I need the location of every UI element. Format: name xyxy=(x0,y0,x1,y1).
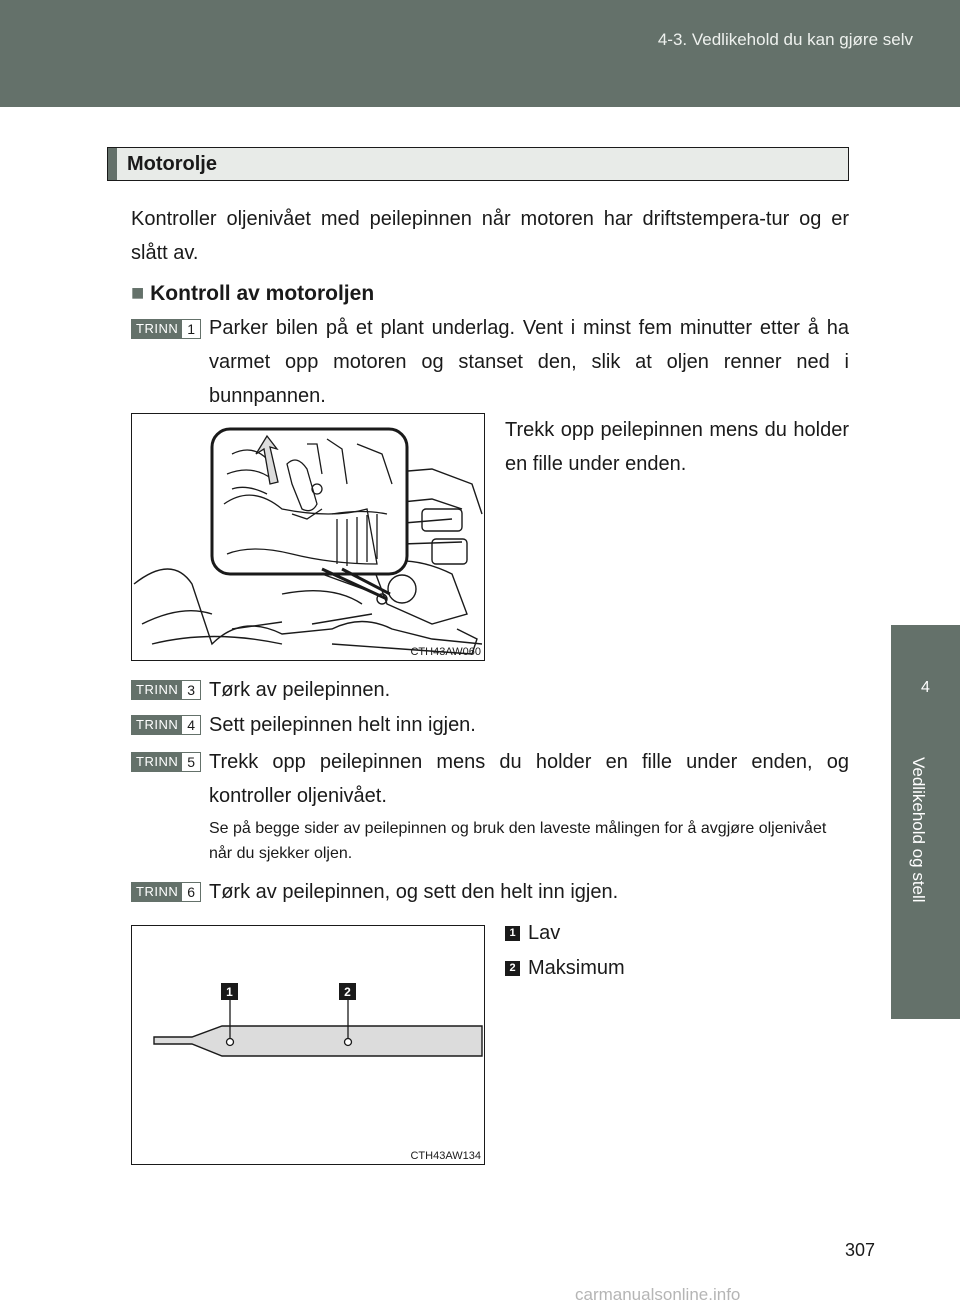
subheading-text: Kontroll av motoroljen xyxy=(150,282,375,305)
step-badge xyxy=(131,752,201,772)
step-number: 3 xyxy=(182,681,200,699)
intro-paragraph: Kontroller oljenivået med peilepinnen når motoren har driftstempera-tur og er slått av. xyxy=(131,208,849,264)
legend-item-low xyxy=(505,922,560,945)
note-text: Se på begge sider av peilepinnen og bruk den laveste målingen for å avgjøre oljenivået når du sjekker oljen. xyxy=(209,820,827,862)
section-accent xyxy=(108,148,117,180)
step-label: TRINN xyxy=(132,681,182,699)
step-label: TRINN xyxy=(132,320,182,338)
step-number: 1 xyxy=(182,320,200,338)
engine-figure xyxy=(131,413,485,661)
page-header xyxy=(0,0,960,107)
step-text: Tørk av peilepinnen. xyxy=(209,679,391,701)
step-text: Tørk av peilepinnen, og sett den helt inn igjen. xyxy=(209,881,619,903)
legend-label: Lav xyxy=(528,922,561,944)
step-text: Trekk opp peilepinnen mens du holder en fille under enden, og kontroller oljenivået. xyxy=(209,751,849,807)
step-number: 4 xyxy=(182,716,200,734)
step-text: Parker bilen på et plant underlag. Vent i minst fem minutter etter å ha varmet opp motoren og stanset den, slik at oljen renner ned i bunnpannen. xyxy=(209,317,849,407)
marker-1-label: 1 xyxy=(226,985,233,999)
step-label: TRINN xyxy=(132,716,182,734)
figure-code: CTH43AW060 xyxy=(410,646,481,658)
chapter-label: Vedlikehold og stell xyxy=(909,757,928,903)
legend-item-max xyxy=(505,957,625,980)
section-title: Motorolje xyxy=(127,153,217,175)
chapter-side-tab xyxy=(891,107,960,1310)
chapter-number: 4 xyxy=(921,679,930,696)
subheading xyxy=(131,280,374,306)
dipstick-figure xyxy=(131,925,485,1165)
step-badge xyxy=(131,680,201,700)
legend-badge: 2 xyxy=(505,961,520,976)
step-text: Trekk opp peilepinnen mens du holder en fille under enden. xyxy=(505,419,849,475)
figure-code: CTH43AW134 xyxy=(410,1150,481,1162)
step-badge xyxy=(131,882,201,902)
step-number: 5 xyxy=(182,753,200,771)
engine-illustration xyxy=(132,414,484,660)
step-badge xyxy=(131,319,201,339)
step-label: TRINN xyxy=(132,883,182,901)
step-number: 6 xyxy=(182,883,200,901)
watermark: carmanualsonline.info xyxy=(575,1285,741,1304)
section-heading-bar xyxy=(107,147,849,181)
square-bullet-icon: ■ xyxy=(131,280,145,305)
step-label: TRINN xyxy=(132,753,182,771)
page-number: 307 xyxy=(845,1240,876,1260)
header-section-title: 4-3. Vedlikehold du kan gjøre selv xyxy=(657,30,913,49)
marker-2-label: 2 xyxy=(344,985,351,999)
legend-badge: 1 xyxy=(505,926,520,941)
step-text: Sett peilepinnen helt inn igjen. xyxy=(209,714,476,736)
step-badge xyxy=(131,715,201,735)
dipstick-illustration xyxy=(132,926,484,1164)
legend-label: Maksimum xyxy=(528,957,625,979)
